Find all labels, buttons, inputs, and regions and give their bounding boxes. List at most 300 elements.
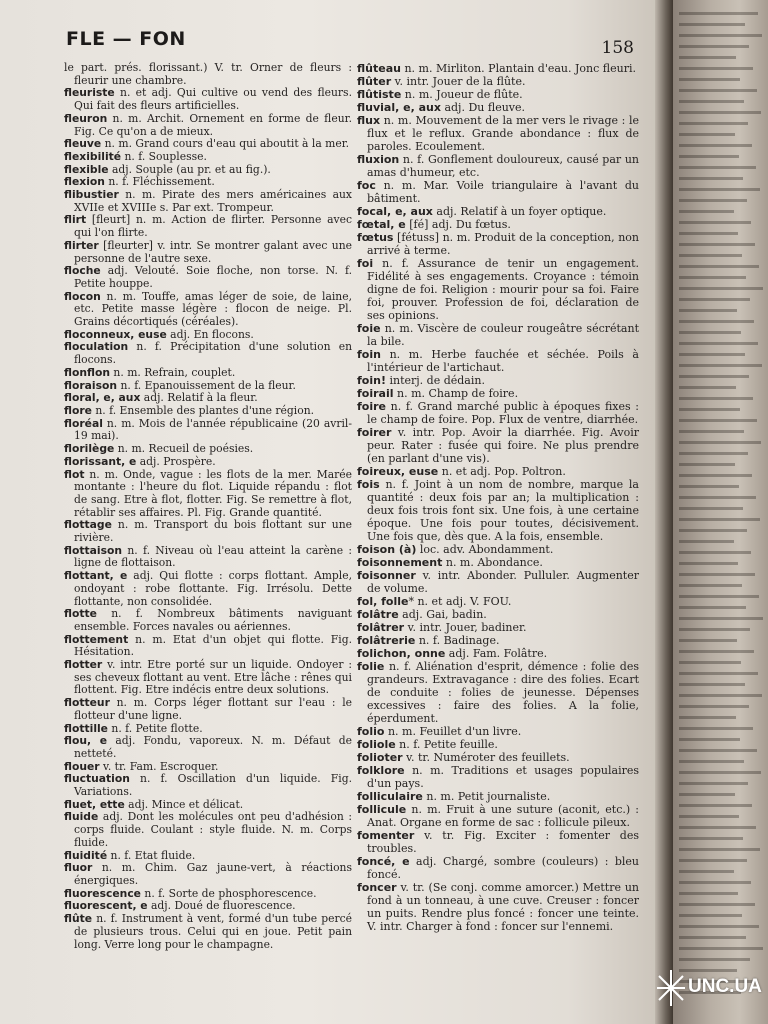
entry-headword: flotteur [64, 696, 110, 710]
entry-headword: flux [357, 114, 381, 127]
entry-headword: fol, folle [357, 595, 409, 608]
adjacent-page-text-line [679, 386, 736, 389]
entry-definition: v. tr. Fig. Exciter : fomenter des troubles. [367, 829, 639, 855]
adjacent-page-text-line [679, 738, 740, 741]
adjacent-page-text-line [679, 705, 749, 708]
dictionary-entry [64, 811, 352, 849]
adjacent-page-text-line [679, 199, 747, 202]
entry-definition: n. f. Badinage. [415, 634, 500, 647]
entry-headword: foliole [357, 738, 396, 751]
entry-definition: n. f. Précipitation d'une solution en flocons. [74, 340, 352, 367]
dictionary-entry [64, 913, 352, 951]
entry-headword: fomenter [357, 829, 415, 842]
watermark-logo [656, 962, 764, 1014]
entry-definition: adj. Velouté. Soie floche, non torse. N. f. Petite houppe. [74, 264, 352, 290]
adjacent-page-text-line [679, 155, 739, 158]
dictionary-entry [357, 569, 639, 595]
adjacent-page [673, 0, 768, 1024]
entry-headword: foncé, e [357, 855, 410, 868]
entry-headword: foire [357, 400, 386, 413]
entry-definition: v. intr. Jouer de la flûte. [391, 75, 526, 88]
adjacent-page-text-line [679, 826, 756, 829]
entry-definition: n. m. Archit. Ornement en forme de fleur. Fig. Ce qu'on a de mieux. [74, 111, 352, 138]
entry-definition: n. f. Gonflement douloureux, causé par un amas d'humeur, etc. [367, 153, 639, 179]
dictionary-entry [64, 862, 352, 887]
entry-headword: flottement [64, 632, 129, 646]
entry-headword: flûter [357, 75, 392, 88]
adjacent-page-text-line [679, 485, 739, 488]
dictionary-entry [357, 764, 639, 790]
entry-headword: fluctuation [64, 772, 130, 786]
left-column [64, 62, 352, 951]
dictionary-entry [64, 291, 352, 329]
dictionary-entry [357, 426, 639, 465]
entry-definition: n. f. Ensemble des plantes d'une région. [91, 403, 315, 417]
dictionary-entry [357, 621, 639, 634]
adjacent-page-text-line [679, 782, 748, 785]
dictionary-entry [357, 348, 639, 374]
adjacent-page-text-line [679, 661, 741, 664]
adjacent-page-text-line [679, 727, 753, 730]
dictionary-entry [64, 469, 352, 520]
entry-definition: n. f. Aliénation d'esprit, démence : folie des grandeurs. Extravagance : dire des folies. Ecart de conduite : folies de jeunesse. Dépenses excessives : faire des folies. A la folie, éperdument. [367, 660, 639, 725]
adjacent-page-text-line [679, 375, 749, 378]
dictionary-entry [357, 543, 639, 556]
adjacent-page-text-line [679, 56, 736, 59]
adjacent-page-text-line [679, 617, 763, 620]
entry-headword: foie [357, 322, 381, 335]
entry-headword: floraison [64, 378, 118, 392]
dictionary-entry [357, 101, 639, 114]
entry-headword: foison (à) [357, 543, 417, 556]
dictionary-entry [357, 556, 639, 569]
entry-headword: flibustier [64, 188, 119, 202]
entry-definition: le part. prés. florissant.) V. tr. Orner de fleurs : fleurir une chambre. [64, 61, 352, 87]
dictionary-entry [357, 608, 639, 621]
entry-headword: foirer [357, 426, 392, 439]
adjacent-page-text-line [679, 870, 734, 873]
entry-headword: folklore [357, 764, 405, 777]
entry-headword: flonflon [64, 365, 111, 379]
dictionary-entry [64, 570, 352, 608]
dictionary-entry [357, 88, 639, 101]
adjacent-page-text-line [679, 925, 759, 928]
dictionary-entry [64, 341, 352, 366]
dictionary-entry [357, 75, 639, 88]
adjacent-page-text-line [679, 881, 751, 884]
entry-definition: adj. Du fleuve. [440, 101, 526, 114]
dictionary-entry [64, 418, 352, 443]
entry-headword: flirt [64, 213, 87, 227]
dictionary-entry [357, 725, 639, 738]
adjacent-page-text-line [679, 892, 738, 895]
entry-headword: flexible [64, 162, 109, 176]
adjacent-page-text-line [679, 562, 738, 565]
entry-headword: folioter [357, 751, 403, 764]
dictionary-entry [64, 735, 352, 760]
entry-definition: n. m. Traditions et usages populaires d'un pays. [367, 764, 639, 790]
dictionary-entry [357, 322, 639, 348]
adjacent-page-text-line [679, 100, 744, 103]
entry-headword: foi [357, 257, 374, 270]
dictionary-entry [357, 231, 639, 257]
adjacent-page-text-line [679, 595, 759, 598]
entry-headword: flocon [64, 289, 101, 303]
entry-definition: n. f. Nombreux bâtiments naviguant ensemble. Forces navales ou aériennes. [74, 607, 352, 633]
entry-definition: n. m. Petit journaliste. [422, 790, 551, 803]
adjacent-page-text-line [679, 166, 756, 169]
entry-definition: n. f. Fléchissement. [104, 175, 215, 189]
adjacent-page-text-line [679, 749, 757, 752]
entry-headword: folichon, onne [357, 647, 446, 660]
entry-headword: foin [357, 348, 381, 361]
entry-definition: n. f. Grand marché public à époques fixes : le champ de foire. Pop. Flux de ventre, diarrhée. [367, 400, 639, 426]
entry-headword: folâtrerie [357, 634, 416, 647]
dictionary-entry [357, 205, 639, 218]
adjacent-page-text-line [679, 518, 760, 521]
entry-headword: fluide [64, 810, 99, 824]
adjacent-page-text-line [679, 188, 760, 191]
adjacent-page-text-line [679, 133, 735, 136]
entry-headword: fluidité [64, 848, 108, 862]
adjacent-page-text-line [679, 551, 751, 554]
dictionary-entry [64, 189, 352, 214]
adjacent-page-text-line [679, 111, 761, 114]
dictionary-entry [64, 773, 352, 798]
entry-definition: adj. Fam. Folâtre. [445, 647, 548, 660]
entry-headword: fluorescent, e [64, 899, 148, 913]
adjacent-page-text-line [679, 760, 744, 763]
adjacent-page-text-line [679, 650, 754, 653]
entry-definition: n. f. Joint à un nom de nombre, marque la quantité : deux fois par an; la multiplication : deux fois trois font six. Une fois, à une certaine époque. Une fois pour toutes, décisivement. Une fois que, dès que. A la fois, ensemble. [367, 478, 639, 543]
adjacent-page-text-line [679, 243, 755, 246]
dictionary-entry [357, 465, 639, 478]
entry-definition: n. f. Petite flotte. [107, 721, 203, 735]
entry-headword: flirter [64, 238, 99, 252]
adjacent-page-text-line [679, 452, 748, 455]
adjacent-page-text-line [679, 859, 747, 862]
dictionary-entry [357, 803, 639, 829]
entry-headword: fœtal, e [357, 218, 406, 231]
adjacent-page-text-line [679, 397, 753, 400]
entry-headword: florilège [64, 442, 115, 456]
entry-headword: foin! [357, 374, 386, 387]
entry-definition: n. f. Souplesse. [121, 149, 207, 163]
adjacent-page-text-line [679, 914, 742, 917]
adjacent-page-text-line [679, 716, 736, 719]
entry-definition: n. f. Niveau où l'eau atteint la carène : ligne de flottaison. [74, 543, 352, 570]
entry-definition: adj. Qui flotte : corps flottant. Ample, ondoyant : robe flottante. Fig. Irrésolu. Dette flottante, non consolidée. [74, 569, 352, 608]
dictionary-entry [357, 660, 639, 725]
adjacent-page-text-line [679, 78, 740, 81]
entry-headword: fœtus [357, 231, 394, 244]
entry-definition: adj. En flocons. [166, 327, 254, 341]
dictionary-entry [357, 387, 639, 400]
adjacent-page-text-line [679, 628, 750, 631]
entry-headword: fleuve [64, 137, 102, 151]
entry-headword: focal, e, aux [357, 205, 433, 218]
adjacent-page-text-line [679, 320, 754, 323]
dictionary-entry [357, 881, 639, 933]
adjacent-page-text-line [679, 848, 760, 851]
entry-definition: n. f. Oscillation d'un liquide. Fig. Variations. [74, 772, 352, 799]
dictionary-entry [357, 257, 639, 322]
entry-definition: adj. Fondu, vaporeux. N. m. Défaut de netteté. [74, 734, 352, 760]
dictionary-entry [64, 87, 352, 112]
entry-definition: n. f. Instrument à vent, formé d'un tube percé de plusieurs trous. Celui qui en joue. Petit pain long. Verre long pour le champagne. [74, 912, 352, 951]
entry-definition: n. et adj. Pop. Poltron. [438, 465, 566, 478]
entry-definition: n. m. Onde, vague : les flots de la mer. Marée montante : l'heure du flot. Liquide répandu : flot de sang. Etre à flot, flotter. Fig. Se remettre à flot, rétablir ses affaires. Pl. Fig. Grande quantité. [74, 467, 352, 519]
adjacent-page-text-line [679, 903, 755, 906]
adjacent-page-text-line [679, 463, 735, 466]
dictionary-entry [64, 608, 352, 633]
entry-headword: flotte [64, 607, 97, 621]
adjacent-page-text-line [679, 122, 748, 125]
entry-headword: flouer [64, 759, 100, 773]
dictionary-entry [357, 218, 639, 231]
entry-headword: flexibilité [64, 149, 122, 163]
dictionary-entry [357, 179, 639, 205]
adjacent-page-text-line [679, 683, 745, 686]
entry-headword: florissant, e [64, 454, 137, 468]
adjacent-page-text-line [679, 474, 752, 477]
entry-headword: fleuron [64, 111, 108, 125]
entry-headword: folie [357, 660, 385, 673]
adjacent-page-text-line [679, 89, 757, 92]
entry-definition: * n. et adj. V. FOU. [408, 595, 512, 608]
adjacent-page-text-line [679, 67, 753, 70]
entry-headword: flotter [64, 658, 103, 672]
page-number: 158 [601, 38, 634, 58]
dictionary-entry [357, 738, 639, 751]
entry-definition: adj. Doué de fluorescence. [147, 899, 296, 913]
adjacent-page-text-line [679, 23, 745, 26]
entry-definition: [fé] adj. Du fœtus. [405, 218, 511, 231]
entry-definition: n. m. Abondance. [442, 556, 543, 569]
adjacent-page-text-line [679, 12, 758, 15]
dictionary-entry [64, 62, 352, 87]
adjacent-page-text-line [679, 793, 735, 796]
dictionary-entry [64, 519, 352, 544]
entry-definition: n. m. Touffe, amas léger de soie, de laine, etc. Petite masse légère : flocon de neige. Pl. Grains décortiqués (céréales). [74, 289, 352, 329]
adjacent-page-text-line [679, 672, 758, 675]
entry-definition: [fleurter] v. intr. Se montrer galant avec une personne de l'autre sexe. [74, 238, 352, 265]
adjacent-page-text-line [679, 419, 757, 422]
dictionary-entry [357, 595, 639, 608]
page-title: FLE — FON [66, 28, 186, 50]
adjacent-page-text-line [679, 496, 756, 499]
entry-definition: adj. Souple (au pr. et au fig.). [108, 162, 271, 176]
entry-definition: n. m. Mouvement de la mer vers le rivage : le flux et le reflux. Grande abondance : flux de paroles. Ecoulement. [367, 114, 639, 153]
adjacent-page-text-line [679, 221, 751, 224]
entry-definition: adj. Dont les molécules ont peu d'adhésion : corps fluide. Coulant : style fluide. N. m. Corps fluide. [74, 810, 352, 849]
adjacent-page-text-line [679, 573, 755, 576]
adjacent-page-text-line [679, 177, 743, 180]
entry-definition: n. m. Joueur de flûte. [401, 88, 523, 101]
dictionary-entry [64, 214, 352, 239]
entry-definition: n. m. Feuillet d'un livre. [384, 725, 522, 738]
adjacent-page-text-line [679, 34, 762, 37]
entry-definition: [fleurt] n. m. Action de flirter. Personne avec qui l'on flirte. [74, 213, 352, 240]
adjacent-page-text-line [679, 804, 752, 807]
adjacent-page-text-line [679, 771, 761, 774]
entry-headword: fluet, ette [64, 797, 125, 811]
dictionary-entry [64, 659, 352, 697]
entry-headword: folâtre [357, 608, 399, 621]
entry-headword: floculation [64, 340, 129, 354]
adjacent-page-text-line [679, 936, 746, 939]
adjacent-page-text-line [679, 276, 746, 279]
dictionary-entry [357, 400, 639, 426]
entry-headword: flottant, e [64, 569, 128, 583]
entry-headword: floral, e, aux [64, 391, 141, 405]
sunburst-icon [656, 966, 686, 1010]
adjacent-page-text-line [679, 144, 752, 147]
entry-headword: flottaison [64, 543, 123, 557]
adjacent-page-text-line [679, 958, 750, 961]
entry-definition: n. f. Assurance de tenir un engagement. Fidélité à ses engagements. Croyance : témoin digne de foi. Religion : mourir pour sa foi. Faire foi, prouver. Profession de foi, déclaration de ses opinions. [367, 257, 639, 322]
dictionary-entry [357, 374, 639, 387]
dictionary-entry [64, 545, 352, 570]
entry-headword: flûteau [357, 62, 401, 75]
entry-definition: adj. Relatif à un foyer optique. [432, 205, 607, 218]
entry-definition: n. m. Transport du bois flottant sur une rivière. [74, 518, 352, 545]
entry-definition: n. f. Epanouissement de la fleur. [117, 378, 296, 392]
adjacent-page-text-line [679, 309, 737, 312]
entry-headword: foncer [357, 881, 397, 894]
entry-definition: v. tr. Fam. Escroquer. [99, 759, 219, 773]
entry-definition: n. m. Recueil de poésies. [114, 442, 254, 456]
adjacent-page-text-line [679, 45, 749, 48]
dictionary-entry [64, 634, 352, 659]
entry-headword: flûte [64, 912, 93, 926]
entry-headword: floche [64, 264, 101, 278]
adjacent-page-text-line [679, 287, 763, 290]
adjacent-page-text-line [679, 529, 747, 532]
dictionary-entry [357, 114, 639, 153]
adjacent-page-text-line [679, 364, 762, 367]
dictionary-entry [64, 265, 352, 290]
entry-definition: adj. Chargé, sombre (couleurs) : bleu foncé. [367, 855, 640, 881]
entry-headword: flou, e [64, 734, 108, 748]
dictionary-entry [64, 240, 352, 265]
entry-definition: v. intr. Etre porté sur un liquide. Ondoyer : ses cheveux flottant au vent. Etre lâche : rênes qui flottent. Fig. Etre indécis entre deux solutions. [74, 658, 352, 697]
entry-headword: flûtiste [357, 88, 402, 101]
entry-definition: adj. Gai, badin. [398, 608, 487, 621]
dictionary-entry [357, 153, 639, 179]
right-column [357, 62, 639, 933]
adjacent-page-text-line [679, 947, 763, 950]
entry-headword: floconneux, euse [64, 327, 167, 341]
adjacent-page-text-line [679, 254, 742, 257]
dictionary-entry [357, 855, 639, 881]
entry-definition: n. m. Grand cours d'eau qui aboutit à la mer. [101, 137, 350, 151]
dictionary-entry [357, 829, 639, 855]
dictionary-entry [64, 113, 352, 138]
dictionary-entry [357, 62, 639, 75]
entry-headword: fluor [64, 861, 93, 875]
entry-headword: flexion [64, 175, 105, 189]
dictionary-entry [357, 478, 639, 543]
adjacent-page-text-line [679, 331, 741, 334]
entry-headword: flottille [64, 721, 108, 735]
entry-definition: loc. adv. Abondamment. [416, 543, 554, 556]
entry-definition: n. m. Herbe fauchée et séchée. Poils à l'intérieur de l'artichaut. [367, 348, 639, 374]
entry-definition: adj. Relatif à la fleur. [140, 391, 258, 405]
entry-definition: n. et adj. Qui cultive ou vend des fleurs. Qui fait des fleurs artificielles. [74, 86, 352, 113]
dictionary-entry [357, 790, 639, 803]
entry-definition: v. intr. Pop. Avoir la diarrhée. Fig. Avoir peur. Rater : fusée qui foire. Ne plus prendre (en parlant d'une vis). [367, 426, 639, 465]
adjacent-page-text-line [679, 606, 746, 609]
entry-definition: n. f. Petite feuille. [395, 738, 498, 751]
entry-definition: n. f. Etat fluide. [107, 848, 196, 862]
entry-definition: n. m. Corps léger flottant sur l'eau : le flotteur d'une ligne. [74, 696, 352, 722]
dictionary-entry [64, 697, 352, 722]
entry-definition: n. m. Viscère de couleur rougeâtre sécrétant la bile. [367, 322, 639, 348]
entry-headword: fois [357, 478, 380, 491]
adjacent-page-text-line [679, 507, 743, 510]
adjacent-page-text-line [679, 408, 740, 411]
entry-definition: n. f. Sorte de phosphorescence. [140, 886, 317, 900]
entry-headword: fleuriste [64, 86, 115, 100]
page-header [66, 28, 636, 58]
entry-headword: folliculaire [357, 790, 423, 803]
entry-headword: foisonner [357, 569, 416, 582]
adjacent-page-text-line [679, 837, 743, 840]
adjacent-page-text-line [679, 694, 762, 697]
dictionary-entry [357, 751, 639, 764]
watermark-text: UNC.UA [688, 976, 762, 997]
adjacent-page-text-line [679, 815, 739, 818]
adjacent-page-text-line [679, 430, 744, 433]
entry-headword: flore [64, 403, 92, 417]
entry-headword: folâtrer [357, 621, 405, 634]
entry-definition: n. m. Fruit à une suture (aconit, etc.) : Anat. Organe en forme de sac : follicule pileux. [367, 803, 639, 829]
entry-headword: foisonnement [357, 556, 443, 569]
entry-definition: v. tr. Numéroter des feuillets. [402, 751, 570, 764]
entry-definition: adj. Prospère. [136, 454, 216, 468]
dictionary-entry [357, 634, 639, 647]
adjacent-page-text-line [679, 639, 737, 642]
entry-definition: v. tr. (Se conj. comme amorcer.) Mettre un fond à un tonneau, à une cuve. Creuser : foncer un puits. Rendre plus foncé : foncer une teinte. V. intr. Charger à fond : foncer sur l'ennemi. [367, 881, 639, 933]
adjacent-page-text-line [679, 298, 750, 301]
adjacent-page-text-line [679, 584, 742, 587]
adjacent-page-text-line [679, 210, 734, 213]
adjacent-page-text-line [679, 441, 761, 444]
dictionary-entry [357, 647, 639, 660]
entry-definition: n. m. Mar. Voile triangulaire à l'avant du bâtiment. [367, 179, 639, 205]
entry-headword: folio [357, 725, 385, 738]
entry-headword: follicule [357, 803, 407, 816]
entry-definition: n. m. Champ de foire. [393, 387, 519, 400]
entry-definition: n. m. Etat d'un objet qui flotte. Fig. Hésitation. [74, 632, 352, 659]
adjacent-page-text-line [679, 232, 738, 235]
adjacent-page-text-line [679, 540, 734, 543]
entry-definition: v. intr. Jouer, badiner. [404, 621, 527, 634]
entry-definition: n. m. Pirate des mers américaines aux XVIIe et XVIIIe s. Par ext. Trompeur. [74, 188, 352, 214]
entry-headword: flot [64, 467, 85, 481]
book-gutter [655, 0, 673, 1024]
entry-definition: n. m. Mirliton. Plantain d'eau. Jonc fleuri. [400, 62, 636, 75]
adjacent-page-text-line [679, 353, 745, 356]
entry-headword: fluorescence [64, 886, 141, 900]
entry-headword: floréal [64, 416, 103, 430]
entry-definition: [fétuss] n. m. Produit de la conception, non arrivé à terme. [367, 231, 639, 257]
adjacent-page-text-line [679, 342, 758, 345]
entry-headword: fluxion [357, 153, 400, 166]
adjacent-page-text-line [679, 265, 759, 268]
entry-headword: foirail [357, 387, 394, 400]
